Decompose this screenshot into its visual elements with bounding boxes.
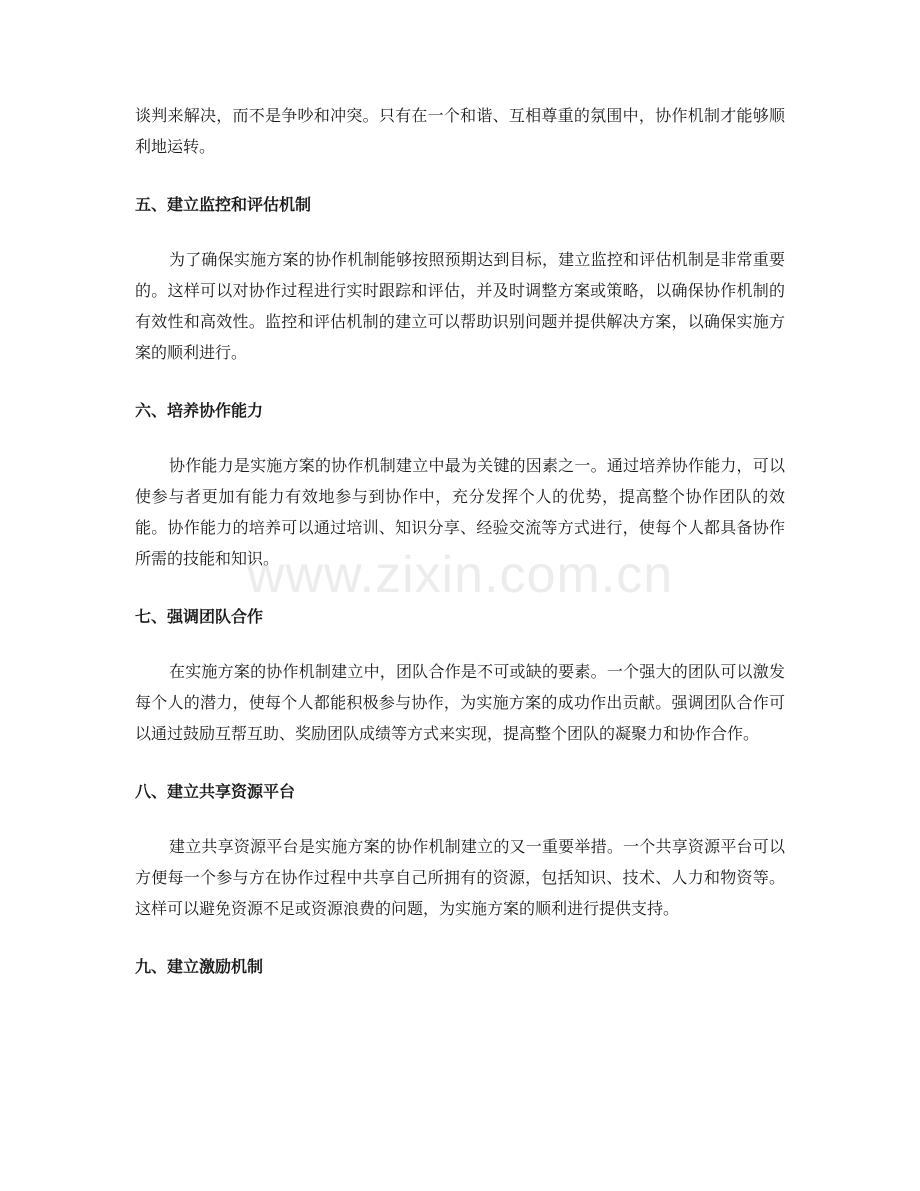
section-heading-8: 八、建立共享资源平台 <box>135 782 296 801</box>
intro-paragraph: 谈判来解决，而不是争吵和冲突。只有在一个和谐、互相尊重的氛围中，协作机制才能够顺利地运转。 <box>135 106 785 156</box>
watermark: www.zixin.com.cn <box>246 546 674 604</box>
document-body <box>135 100 785 1006</box>
section-heading-7: 七、强调团队合作 <box>135 607 264 626</box>
section-heading-9: 九、建立激励机制 <box>135 957 264 976</box>
section-body-6: 协作能力是实施方案的协作机制建立中最为关键的因素之一。通过培养协作能力，可以使参与者更加有能力有效地参与到协作中，充分发挥个人的优势，提高整个协作团队的效能。协作能力的培养可以通过培训、知识分享、经验交流等方式进行，使每个人都具备协作所需的技能和知识。 <box>135 456 785 568</box>
section-body-7: 在实施方案的协作机制建立中，团队合作是不可或缺的要素。一个强大的团队可以激发每个人的潜力，使每个人都能积极参与协作，为实施方案的成功作出贡献。强调团队合作可以通过鼓励互帮互助、奖励团队成绩等方式来实现，提高整个团队的凝聚力和协作合作。 <box>135 662 785 743</box>
section-body-5: 为了确保实施方案的协作机制能够按照预期达到目标，建立监控和评估机制是非常重要的。这样可以对协作过程进行实时跟踪和评估，并及时调整方案或策略，以确保协作机制的有效性和高效性。监控和评估机制的建立可以帮助识别问题并提供解决方案，以确保实施方案的顺利进行。 <box>135 250 785 362</box>
section-heading-5: 五、建立监控和评估机制 <box>135 195 312 214</box>
section-body-8: 建立共享资源平台是实施方案的协作机制建立的又一重要举措。一个共享资源平台可以方便每一个参与方在协作过程中共享自己所拥有的资源，包括知识、技术、人力和物资等。这样可以避免资源不足或资源浪费的问题，为实施方案的顺利进行提供支持。 <box>135 837 785 918</box>
section-heading-6: 六、培养协作能力 <box>135 401 264 420</box>
